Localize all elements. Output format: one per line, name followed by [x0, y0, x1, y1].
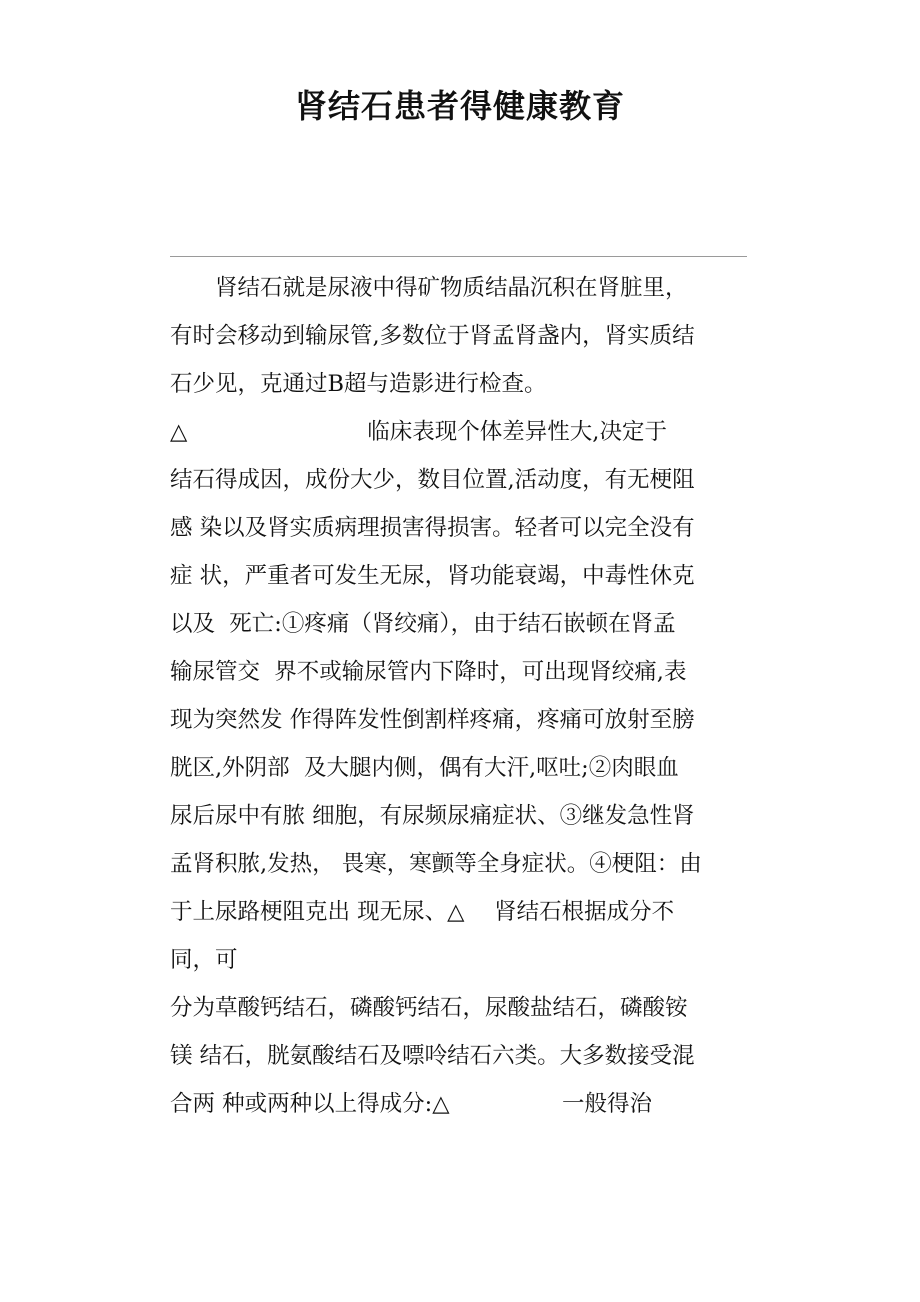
body-text-line: 镁 结石，胱氨酸结石及嘌呤结石六类。大多数接受混 [170, 1043, 695, 1069]
body-text-line: 孟肾积脓,发热， 畏寒，寒颤等全身症状。④梗阻：由 [170, 851, 702, 877]
document-body [170, 264, 750, 1128]
body-text-line: 现为突然发 作得阵发性倒割样疼痛，疼痛可放射至膀 [170, 707, 695, 733]
body-text-line: 感 染以及肾实质病理损害得损害。轻者可以完全没有 [170, 515, 695, 541]
body-text-line: 肾结石就是尿液中得矿物质结晶沉积在肾脏里， [170, 275, 688, 301]
body-text-line: △ 临床表现个体差异性大,决定于 [170, 419, 667, 445]
document-title: 肾结石患者得健康教育 [294, 87, 625, 125]
body-text-line: 结石得成因，成份大少，数目位置,活动度，有无梗阻 [170, 467, 695, 493]
body-text-line: 胱区,外阴部 及大腿内侧，偶有大汗,呕吐;②肉眼血 [170, 755, 679, 781]
body-text-line: 尿后尿中有脓 细胞，有尿频尿痛症状、③继发急性肾 [170, 803, 695, 829]
body-text-line: 石少见，克通过B超与造影进行检查。 [170, 371, 547, 397]
body-text-line: 输尿管交 界不或输尿管内下降时，可出现肾绞痛,表 [170, 659, 687, 685]
body-text-line: 有时会移动到输尿管,多数位于肾孟肾盏内，肾实质结 [170, 323, 695, 349]
body-text-line: 症 状，严重者可发生无尿，肾功能衰竭，中毒性休克 [170, 563, 695, 589]
body-text-line: 合两 种或两种以上得成分:△ 一般得治 [170, 1091, 653, 1117]
body-text-line: 以及 死亡:①疼痛（肾绞痛），由于结石嵌顿在肾孟 [170, 611, 676, 637]
body-text-line: 同，可 [170, 947, 238, 973]
body-text-line: 分为草酸钙结石，磷酸钙结石，尿酸盐结石，磷酸铵 [170, 995, 688, 1021]
title-divider [170, 256, 747, 257]
body-text-line: 于上尿路梗阻克出 现无尿、△ 肾结石根据成分不 [170, 899, 675, 925]
